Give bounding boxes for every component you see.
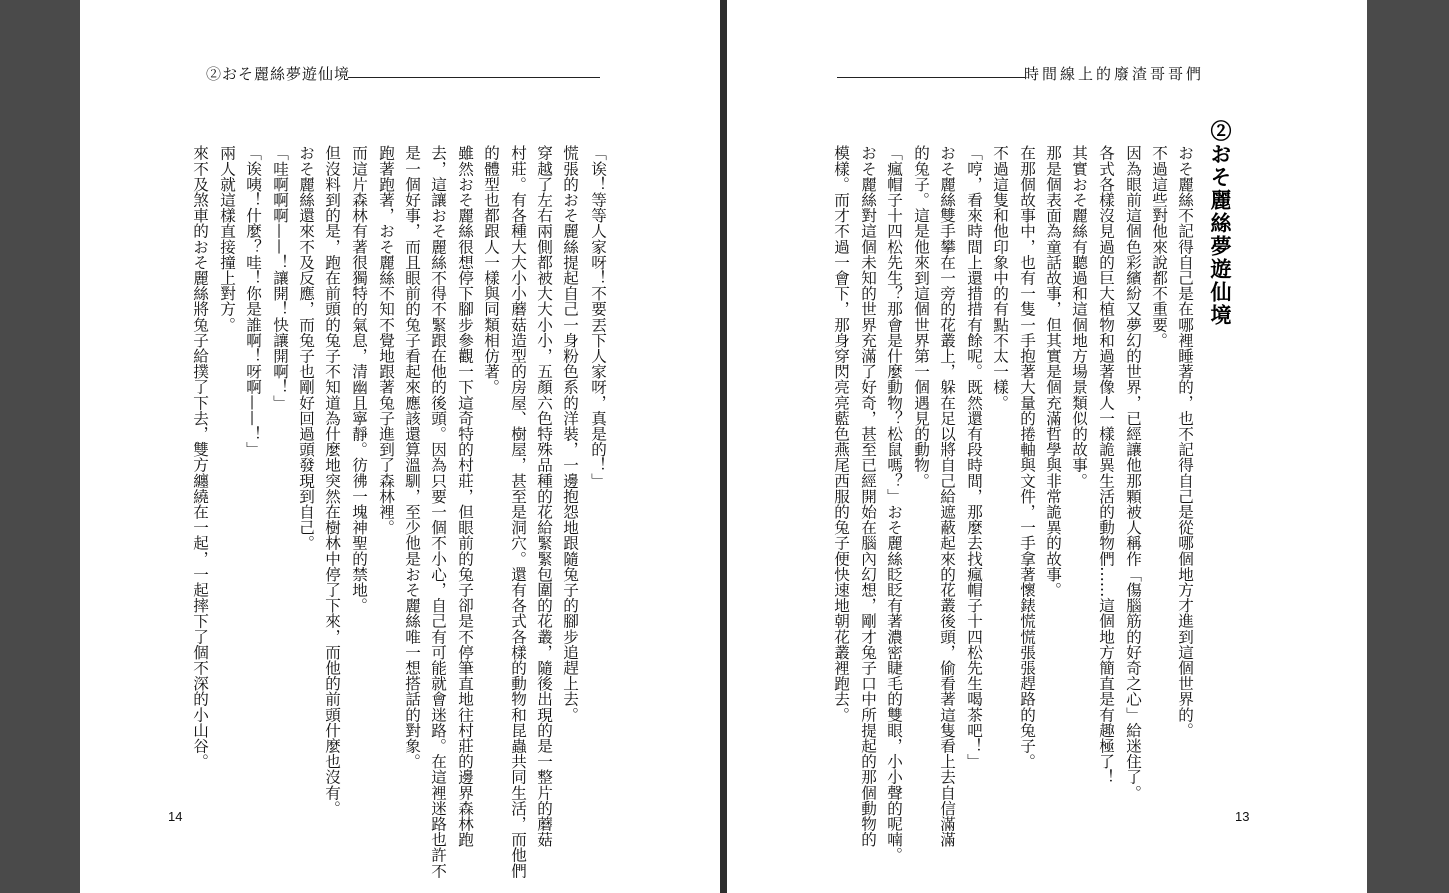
text-line: 但沒料到的是，跑在前頭的兔子不知道為什麼地突然在樹林中停了下來，而他的前頭什麼也沒有。 <box>323 145 341 816</box>
header-rule <box>837 77 1025 78</box>
text-line: 那是個表面為童話故事，但其實是個充滿哲學與非常詭異的故事。 <box>1044 145 1062 598</box>
page-number: 13 <box>1235 809 1250 824</box>
text-line: 模樣。而才不過一會下，那身穿閃亮亮藍色燕尾西服的兔子便快速地朝花叢裡跑去。 <box>832 145 850 723</box>
text-line: 其實おそ麗絲有聽過和這個地方場景類似的故事。 <box>1070 145 1088 489</box>
text-line: 雖然おそ麗絲很想停下腳步參觀一下這奇特的村莊，但眼前的兔子卻是不停筆直地往村莊的邊界森林跑 <box>456 145 474 847</box>
text-line: おそ麗絲還來不及反應，而兔子也剛好回過頭發現到自己。 <box>297 145 315 551</box>
running-header: 時間線上的廢渣哥哥們 <box>1024 65 1205 83</box>
text-line: 是一個好事，而且眼前的兔子看起來應該還算溫馴，至少他是おそ麗絲唯一想搭話的對象。 <box>403 145 421 769</box>
page-gutter <box>720 0 727 893</box>
text-line: 的兔子。這是他來到這個世界第一個遇見的動物。 <box>912 145 930 489</box>
text-line: 「哼，看來時間上還措措有餘呢。既然還有段時間，那麼去找瘋帽子十四松先生喝茶吧！」 <box>965 145 983 769</box>
right-page <box>727 0 1367 893</box>
left-page <box>80 0 720 893</box>
running-header: ②おそ麗絲夢遊仙境 <box>206 65 351 83</box>
text-line: 因為眼前這個色彩繽紛又夢幻的世界，已經讓他那顆被人稱作「傷腦筋的好奇之心」給迷住了。 <box>1124 145 1142 801</box>
header-rule <box>348 77 600 78</box>
text-line: 而這片森林有著很獨特的氣息，清幽且寧靜。彷彿一塊神聖的禁地。 <box>350 145 368 613</box>
text-line: 村莊。有各種大大小小蘑菇造型的房屋、樹屋，甚至是洞穴。還有各式各樣的動物和昆蟲共同生活，而他們 <box>509 145 527 879</box>
text-line: 不過這隻和他印象中的有點不太一樣。 <box>991 145 1009 411</box>
text-line: 「哇啊啊啊——！讓開！快讓開啊！」 <box>271 145 289 411</box>
text-line: おそ麗絲不記得自己是在哪裡睡著的，也不記得自己是從哪個地方才進到這個世界的。 <box>1176 145 1194 738</box>
text-line: 不過這些對他來說都不重要。 <box>1150 145 1168 348</box>
text-line: 「诶！等等人家呀！不要丟下人家呀，真是的！」 <box>589 145 607 489</box>
chapter-title: ②おそ麗絲夢遊仙境 <box>1208 120 1233 327</box>
text-line: 兩人就這樣直接撞上對方。 <box>218 145 236 333</box>
text-line: 慌張的おそ麗絲提起自己一身粉色系的洋裝，一邊抱怨地跟隨兔子的腳步追趕上去。 <box>561 145 579 723</box>
text-line: 各式各樣沒見過的巨大植物和過著像人一樣詭異生活的動物們……這個地方簡直是有趣極了！ <box>1097 145 1115 785</box>
text-line: おそ麗絲雙手攀在一旁的花叢上，躲在足以將自己給遮蔽起來的花叢後頭，偷看著這隻看上去自信滿滿 <box>938 145 956 847</box>
text-line: 的體型也都跟人一樣與同類相仿著。 <box>482 145 500 395</box>
page-number: 14 <box>168 809 183 824</box>
text-line: 「瘋帽子十四松先生？那會是什麼動物？松鼠嗎？」おそ麗絲眨眨有著濃密睫毛的雙眼，小小聲的呢喃。 <box>885 145 903 863</box>
text-line: 「诶咦！什麼？哇！你是誰啊！呀啊——！」 <box>244 145 262 457</box>
text-line: おそ麗絲對這個未知的世界充滿了好奇，甚至已經開始在腦內幻想，剛才兔子口中所提起的那個動物的 <box>859 145 877 847</box>
text-line: 穿越了左右兩側都被大大小小，五顏六色特殊品種的花給緊緊包圍的花叢，隨後出現的是一整片的蘑菇 <box>535 145 553 847</box>
text-line: 來不及煞車的おそ麗絲將兔子給撲了下去，雙方纏繞在一起，一起摔下了個不深的小山谷。 <box>191 145 209 769</box>
text-line: 在那個故事中，也有一隻一手抱著大量的捲軸與文件，一手拿著懷錶慌慌張張趕路的兔子。 <box>1018 145 1036 769</box>
text-line: 去，這讓おそ麗絲不得不緊跟在他的後頭。因為只要一個不小心，自己有可能就會迷路。在這裡迷路也許不 <box>429 145 447 879</box>
text-line: 跑著跑著，おそ麗絲不知不覺地跟著兔子進到了森林裡。 <box>377 145 395 535</box>
